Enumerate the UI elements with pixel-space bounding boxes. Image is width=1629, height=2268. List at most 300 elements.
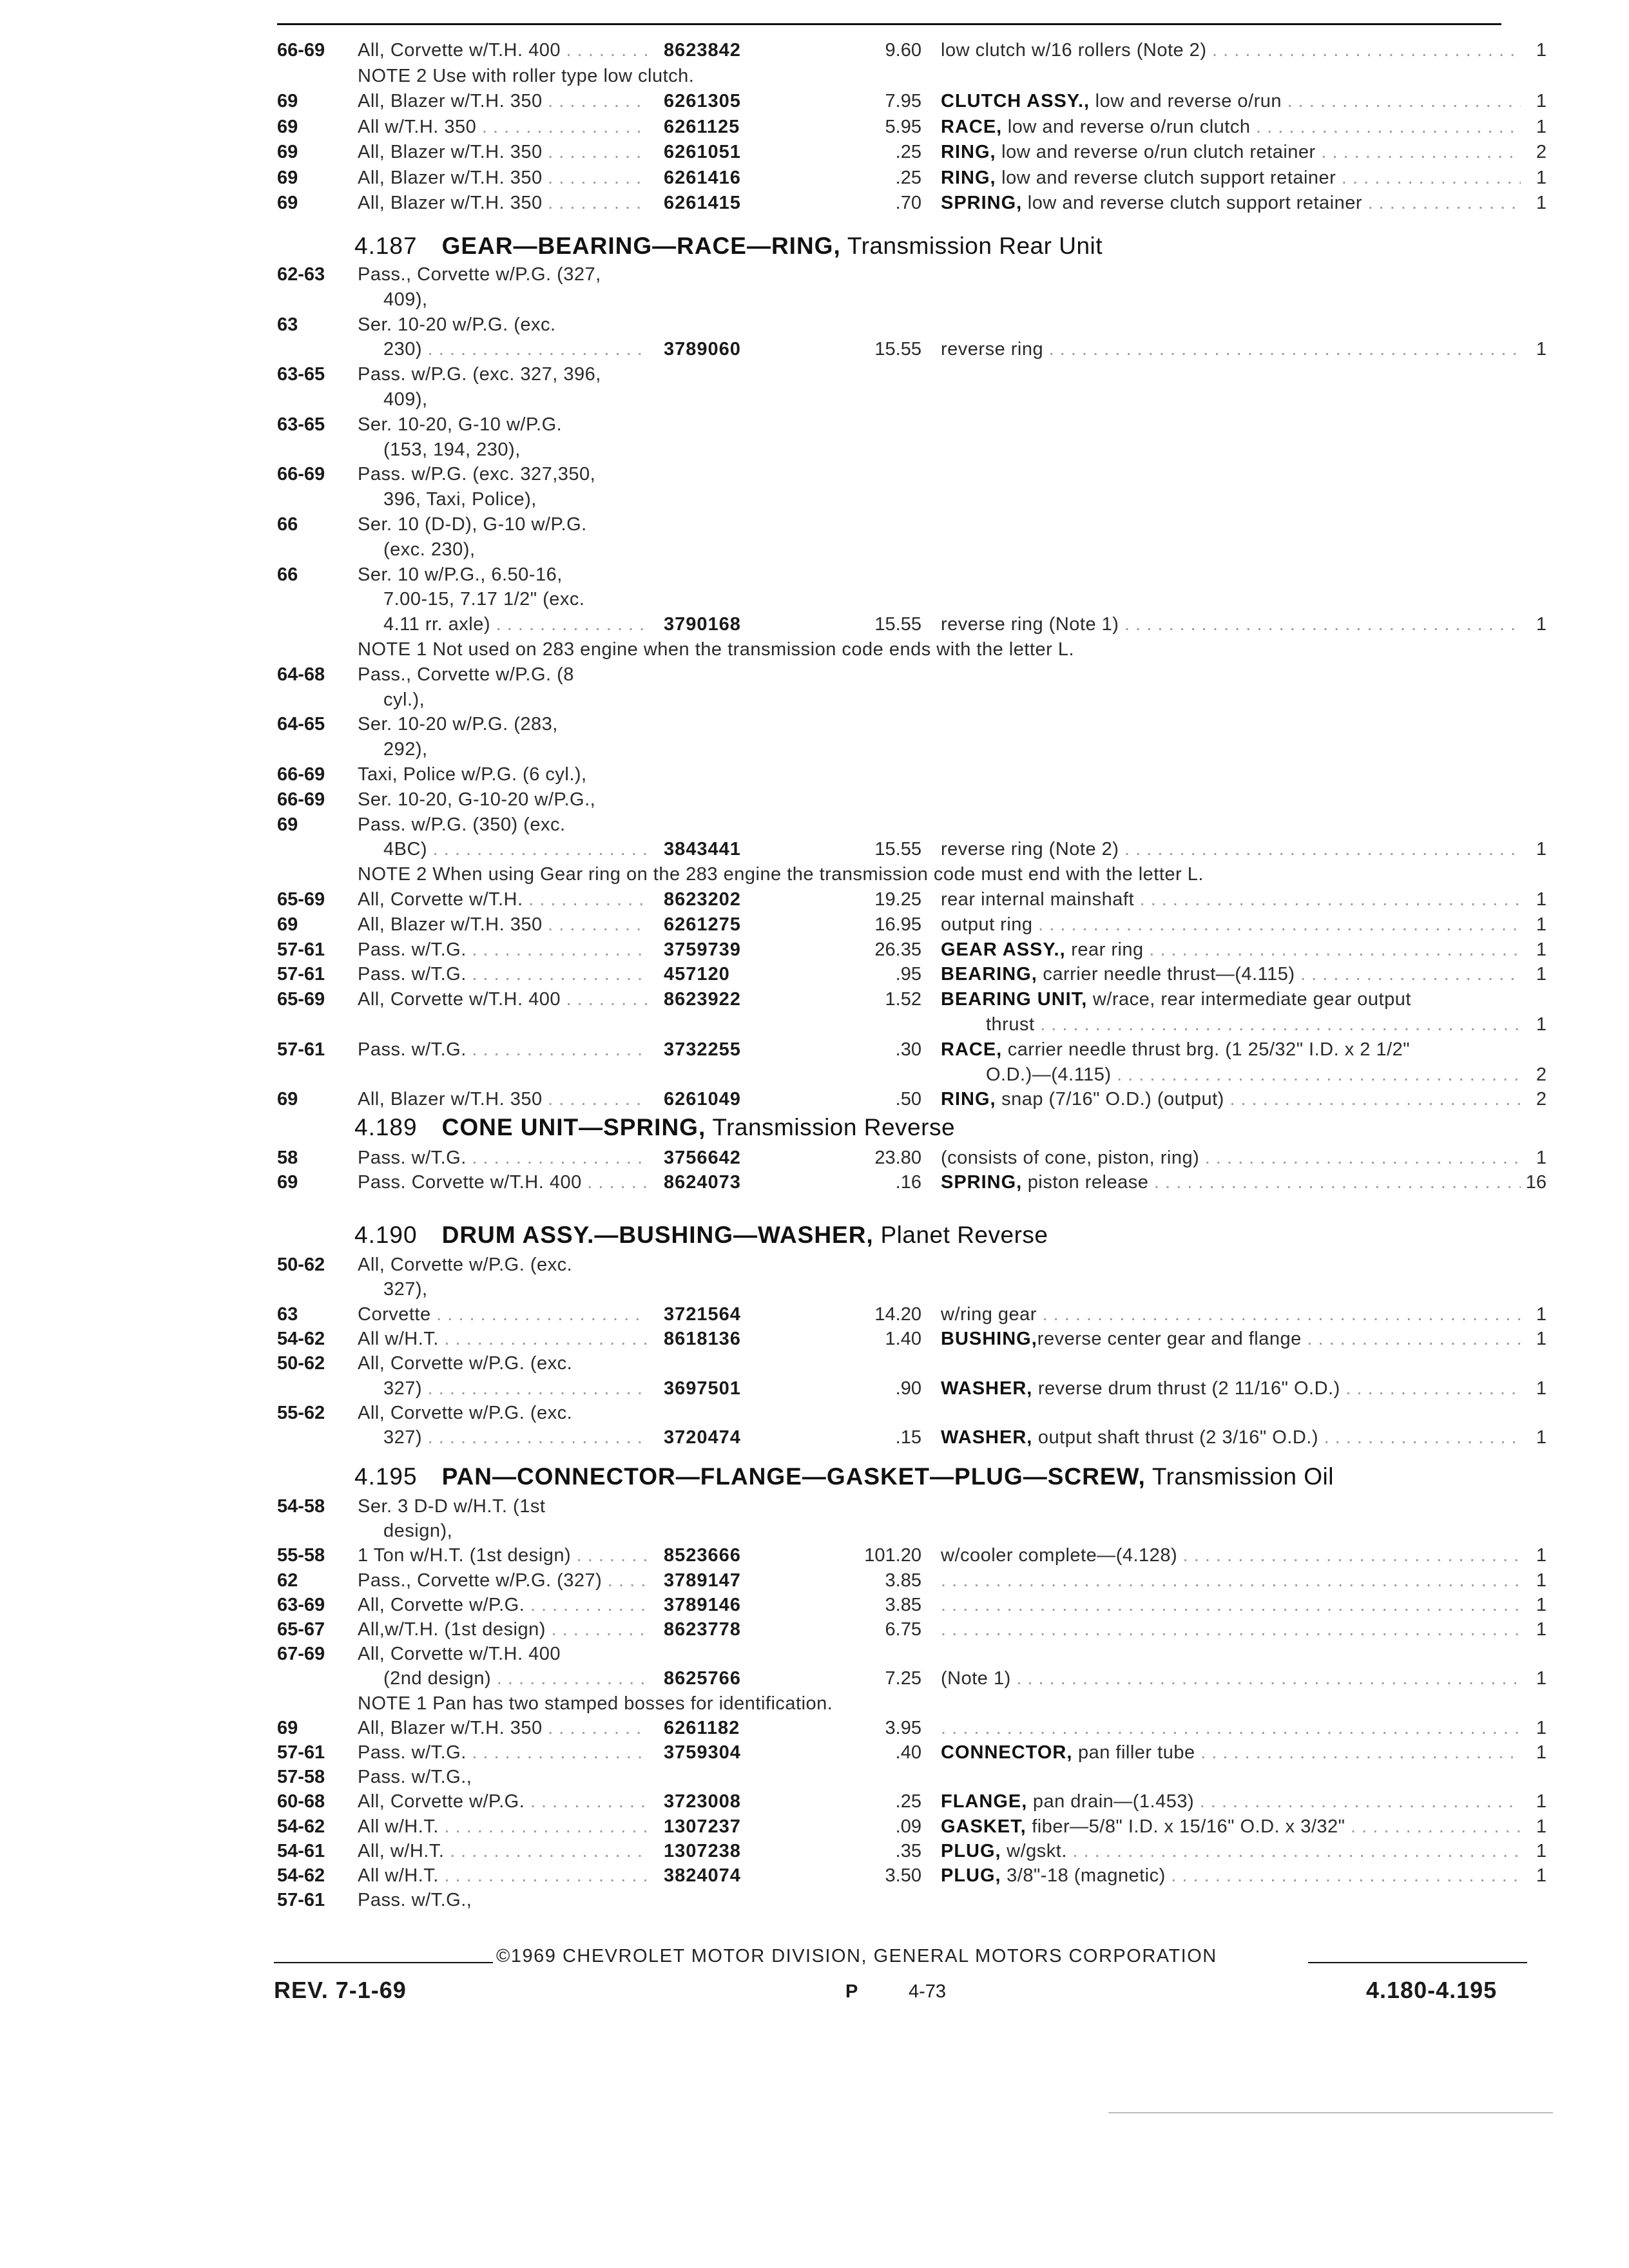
note-text: NOTE 2 When using Gear ring on the 283 engine the transmission code must end with the letter L. [358, 864, 1204, 885]
application: Ser. 10-20 w/P.G. (exc. [358, 314, 556, 335]
description-text: reverse drum thrust (2 11/16" O.D.) [1032, 1378, 1340, 1399]
table-row [277, 813, 1534, 836]
price: 23.80 [874, 1148, 921, 1168]
description-text: low and reverse o/run clutch retainer [996, 142, 1316, 162]
application: Pass. w/P.G. (exc. 327, 396, [358, 364, 601, 385]
page-number: 4-73 [909, 1981, 947, 2002]
application: All, Corvette w/T.H. 400 . . . [358, 988, 648, 1011]
quantity: 2 [1536, 1089, 1547, 1110]
quantity: 1 [1536, 167, 1547, 188]
description [941, 888, 1521, 911]
model-year: 65-69 [277, 889, 325, 910]
model-year: 69 [277, 116, 298, 137]
table-row [277, 1426, 1547, 1449]
description [941, 1593, 1521, 1617]
quantity: 1 [1536, 1791, 1547, 1812]
application: Ser. 10 w/P.G., 6.50-16, [358, 564, 563, 585]
price: 3.95 [885, 1717, 921, 1738]
price: .70 [895, 193, 921, 213]
table-row [277, 166, 1547, 189]
table-row [277, 1642, 1534, 1666]
price: 15.55 [874, 339, 921, 360]
part-name: BEARING, [941, 964, 1037, 985]
model-year: 54-62 [277, 1816, 325, 1837]
table-row [277, 1618, 1547, 1641]
description-text: snap (7/16" O.D.) (output) [996, 1089, 1224, 1110]
quantity: 2 [1536, 142, 1547, 162]
model-year: 66-69 [277, 789, 325, 810]
model-year: 57-61 [277, 939, 325, 960]
section-title: GEAR—BEARING—RACE—RING, [441, 233, 841, 259]
description-text: low and reverse clutch support retainer [1022, 193, 1363, 213]
part-name: SPRING, [941, 1172, 1023, 1193]
model-year: 66 [277, 514, 298, 535]
model-year: 67-69 [277, 1644, 325, 1665]
description-text: (consists of cone, piston, ring) [941, 1148, 1200, 1168]
table-row [277, 763, 1534, 786]
description-text: w/gskt. [1001, 1840, 1067, 1861]
application: Ser. 10-20, G-10-20 w/P.G., [358, 789, 596, 810]
description-text: pan drain—(1.453) [1027, 1791, 1195, 1812]
description [941, 1146, 1521, 1169]
application-continued: 292), [383, 739, 428, 760]
description [941, 39, 1521, 62]
model-year: 69 [277, 193, 298, 213]
description [941, 1569, 1521, 1592]
quantity: 1 [1536, 1328, 1547, 1349]
description [941, 1303, 1521, 1326]
description-text: output ring [941, 914, 1033, 935]
note-text: NOTE 1 Not used on 283 engine when the transmission code ends with the letter L. [358, 639, 1075, 660]
application: All, Blazer w/T.H. 350 . . . [358, 913, 648, 936]
price: 3.50 [885, 1865, 921, 1886]
model-year: 55-62 [277, 1402, 325, 1423]
part-name: RING, [941, 167, 996, 188]
part-name: GEAR ASSY., [941, 939, 1066, 960]
model-year: 50-62 [277, 1353, 325, 1374]
model-year: 65-69 [277, 989, 325, 1010]
part-number: 3789147 [664, 1570, 741, 1591]
application: All, Blazer w/T.H. 350 . . . [358, 1716, 648, 1740]
model-year: 69 [277, 814, 298, 835]
description-text: reverse center gear and flange [1037, 1328, 1302, 1349]
price: .25 [895, 1791, 921, 1812]
quantity: 1 [1536, 193, 1547, 213]
price: 5.95 [885, 116, 921, 137]
section-number: 4.187 [354, 233, 418, 259]
part-name: RING, [941, 1089, 996, 1110]
application: Pass. w/T.G. . . . [358, 1741, 648, 1764]
table-row [277, 563, 1534, 586]
model-year: 64-65 [277, 714, 325, 735]
application: All w/H.T. . . . [358, 1864, 648, 1887]
price: .25 [895, 167, 921, 188]
table-row [277, 1377, 1547, 1400]
description [941, 90, 1521, 113]
note-text: NOTE 2 Use with roller type low clutch. [358, 65, 695, 86]
section-title: CONE UNIT—SPRING, [441, 1114, 706, 1140]
model-year: 66 [277, 564, 298, 585]
table-row [277, 1352, 1534, 1375]
table-row [277, 738, 1534, 761]
application: All,w/T.H. (1st design) . . . [358, 1618, 648, 1641]
description [941, 1171, 1521, 1194]
table-row [277, 713, 1534, 736]
model-year: 62 [277, 1570, 298, 1591]
quantity: 1 [1536, 1717, 1547, 1738]
model-year: 57-61 [277, 1039, 325, 1060]
table-row [277, 338, 1547, 361]
section-4-187-heading [354, 232, 1103, 260]
copyright-line: ©1969 CHEVROLET MOTOR DIVISION, GENERAL MOTORS CORPORATION [496, 1946, 1217, 1966]
table-row [277, 288, 1534, 311]
application-continued: (153, 194, 230), [383, 439, 521, 460]
quantity: 1 [1536, 1014, 1547, 1035]
table-row [277, 1401, 1534, 1425]
description-text: pan filler tube [1072, 1742, 1195, 1763]
description-text: reverse ring (Note 2) [941, 839, 1119, 860]
section-subtitle: Transmission Rear Unit [840, 233, 1103, 259]
part-name: FLANGE, [941, 1791, 1028, 1812]
description [941, 115, 1521, 139]
part-number: 3789060 [664, 339, 741, 360]
model-year: 58 [277, 1148, 298, 1168]
table-row [277, 1146, 1547, 1169]
price: .30 [895, 1039, 921, 1060]
application: Pass., Corvette w/P.G. (8 [358, 664, 574, 685]
table-row [277, 913, 1547, 936]
quantity: 1 [1536, 1668, 1547, 1689]
model-year: 62-63 [277, 264, 325, 285]
table-row [277, 1593, 1547, 1617]
model-year: 60-68 [277, 1791, 325, 1812]
quantity: 1 [1536, 1865, 1547, 1886]
top-rule [277, 23, 1501, 25]
footer-rule-right [1308, 1962, 1527, 1963]
part-number: 8625766 [664, 1668, 741, 1689]
application-continued: (exc. 230), [383, 539, 476, 560]
application: All, Blazer w/T.H. 350 . . . [358, 166, 648, 189]
part-number: 6261051 [664, 142, 741, 162]
application: 1 Ton w/H.T. (1st design) . . . [358, 1544, 648, 1567]
table-row [277, 1692, 1534, 1715]
model-year: 69 [277, 142, 298, 162]
page-letter: P [845, 1981, 858, 2002]
description-text: rear internal mainshaft [941, 889, 1135, 910]
price: 101.20 [864, 1545, 921, 1566]
price: .90 [895, 1378, 921, 1399]
table-row [277, 963, 1547, 986]
application-continued: 327), [383, 1279, 428, 1300]
table-row [277, 1278, 1534, 1301]
description-text: w/ring gear [941, 1303, 1037, 1325]
model-year: 50-62 [277, 1254, 325, 1275]
application: Pass. w/T.G. . . . [358, 963, 648, 986]
application: Pass. Corvette w/T.H. 400 . . . [358, 1171, 648, 1194]
part-number: 3723008 [664, 1791, 741, 1812]
quantity: 1 [1536, 1594, 1547, 1615]
quantity: 1 [1536, 839, 1547, 860]
model-year: 55-58 [277, 1545, 325, 1566]
description-text: rear ring [1065, 939, 1144, 960]
section-4-189-heading [354, 1113, 955, 1142]
price: .16 [895, 1172, 921, 1193]
description-text: low and reverse clutch support retainer [996, 167, 1336, 188]
part-number: 3697501 [664, 1378, 741, 1399]
description [941, 1426, 1521, 1449]
table-row [277, 988, 1534, 1011]
part-name: PLUG, [941, 1840, 1001, 1861]
table-row [277, 1519, 1534, 1542]
model-year: 69 [277, 1089, 298, 1110]
part-number: 8623842 [664, 40, 741, 61]
model-year: 57-61 [277, 1742, 325, 1763]
description-text: 3/8"-18 (magnetic) [1001, 1865, 1166, 1886]
application: Pass. w/T.G., [358, 1890, 472, 1911]
table-row [277, 888, 1547, 911]
table-row [277, 838, 1547, 861]
table-row [277, 263, 1534, 286]
application-continued: design), [383, 1521, 453, 1542]
application-continued: 409), [383, 389, 428, 410]
part-number: 6261416 [664, 167, 741, 188]
quantity: 1 [1536, 914, 1547, 935]
description-text: carrier needle thrust brg. (1 25/32" I.D. x 2 1/2" [1002, 1039, 1411, 1060]
application-continued: 7.00-15, 7.17 1/2" (exc. [383, 589, 585, 610]
model-year: 69 [277, 91, 298, 111]
quantity: 2 [1536, 1064, 1547, 1085]
table-row [277, 613, 1547, 636]
price: 6.75 [885, 1619, 921, 1640]
price: 7.95 [885, 91, 921, 111]
part-number: 3720474 [664, 1427, 741, 1448]
quantity: 1 [1536, 889, 1547, 910]
model-year: 66-69 [277, 40, 325, 61]
application-continued: 4.11 rr. axle) . . . [383, 613, 648, 636]
model-year: 63-65 [277, 364, 325, 385]
description-text: piston release [1022, 1172, 1149, 1193]
section-range: 4.180-4.195 [1366, 1977, 1498, 2003]
quantity: 1 [1536, 91, 1547, 111]
part-name: WASHER, [941, 1378, 1033, 1399]
model-year: 64-68 [277, 664, 325, 685]
table-row [277, 1790, 1547, 1813]
quantity: 1 [1536, 1816, 1547, 1837]
quantity: 1 [1536, 939, 1547, 960]
price: 1.40 [885, 1328, 921, 1349]
description [941, 1790, 1521, 1813]
description [941, 963, 1521, 986]
price: 19.25 [874, 889, 921, 910]
part-number: 6261305 [664, 91, 741, 111]
application: All, Blazer w/T.H. 350 . . . [358, 140, 648, 164]
description [941, 1716, 1521, 1740]
application: Pass. w/T.G. . . . [358, 938, 648, 961]
table-row [277, 688, 1534, 711]
price: 1.52 [885, 989, 921, 1010]
part-number: 6261275 [664, 914, 741, 935]
section-subtitle: Transmission Reverse [706, 1114, 956, 1140]
description [941, 1815, 1521, 1838]
model-year: 69 [277, 1717, 298, 1738]
description-text: low clutch w/16 rollers (Note 2) [941, 40, 1207, 61]
description-text: reverse ring [941, 339, 1044, 360]
section-number: 4.190 [354, 1222, 418, 1248]
part-number: 3721564 [664, 1303, 741, 1325]
part-number: 3759304 [664, 1742, 741, 1763]
table-row [277, 1840, 1547, 1863]
model-year: 54-58 [277, 1496, 325, 1517]
application-continued: 409), [383, 289, 428, 310]
price: .95 [895, 964, 921, 985]
description-text: fiber—5/8" I.D. x 15/16" O.D. x 3/32" [1026, 1816, 1345, 1837]
part-name: RACE, [941, 1039, 1003, 1060]
table-row [277, 140, 1547, 164]
quantity: 1 [1536, 1378, 1547, 1399]
application: Corvette . . . [358, 1303, 648, 1326]
part-number: 3790168 [664, 614, 741, 635]
part-name: CLUTCH ASSY., [941, 91, 1090, 111]
application: All, Corvette w/P.G. . . . [358, 1593, 648, 1617]
table-row [277, 788, 1534, 811]
application: All, Blazer w/T.H. 350 . . . [358, 191, 648, 215]
model-year: 69 [277, 1172, 298, 1193]
part-number: 6261125 [664, 116, 740, 137]
note-text: NOTE 1 Pan has two stamped bosses for identification. [358, 1693, 833, 1714]
application-continued: 327) . . . [383, 1426, 648, 1449]
price: 15.55 [874, 839, 921, 860]
price: .25 [895, 142, 921, 162]
application-continued: 396, Taxi, Police), [383, 489, 537, 510]
quantity: 1 [1536, 1742, 1547, 1763]
application: All, Corvette w/P.G. (exc. [358, 1254, 573, 1275]
description-text: reverse ring (Note 1) [941, 614, 1119, 635]
part-name: PLUG, [941, 1865, 1001, 1886]
part-number: 3789146 [664, 1594, 741, 1615]
table-row [277, 938, 1547, 961]
part-name: CONNECTOR, [941, 1742, 1073, 1763]
model-year: 57-61 [277, 964, 325, 985]
model-year: 63-69 [277, 1594, 325, 1615]
table-row [277, 1013, 1547, 1036]
part-name: GASKET, [941, 1816, 1027, 1837]
table-row [277, 1716, 1547, 1740]
description [941, 1088, 1521, 1111]
quantity: 1 [1536, 116, 1547, 137]
table-row [277, 488, 1534, 511]
application: Pass. w/P.G. (exc. 327,350, [358, 464, 596, 485]
description [941, 166, 1521, 189]
part-number: 3756642 [664, 1148, 741, 1168]
section-number: 4.189 [354, 1114, 418, 1140]
part-name: BUSHING, [941, 1328, 1037, 1349]
part-number: 3759739 [664, 939, 741, 960]
description [941, 938, 1521, 961]
table-row [277, 438, 1534, 461]
application-continued: (2nd design) . . . [383, 1667, 648, 1690]
price: .50 [895, 1089, 921, 1110]
price: 26.35 [874, 939, 921, 960]
description [941, 1840, 1521, 1863]
part-name: WASHER, [941, 1427, 1033, 1448]
application: Pass. w/T.G. . . . [358, 1038, 648, 1061]
model-year: 57-61 [277, 1890, 325, 1911]
table-row [277, 1495, 1534, 1518]
model-year: 66-69 [277, 464, 325, 485]
table-row [277, 363, 1534, 386]
table-row [277, 538, 1534, 561]
description [941, 1327, 1521, 1350]
part-name: RACE, [941, 116, 1003, 137]
part-number: 6261049 [664, 1089, 741, 1110]
scan-artifact-line [1108, 2112, 1553, 2113]
model-year: 69 [277, 914, 298, 935]
price: 14.20 [874, 1303, 921, 1325]
description-text: output shaft thrust (2 3/16" O.D.) [1032, 1427, 1319, 1448]
quantity: 1 [1536, 1840, 1547, 1861]
price: 9.60 [885, 40, 921, 61]
table-row [277, 863, 1534, 886]
part-name: BEARING UNIT, [941, 989, 1088, 1010]
application: Pass., Corvette w/P.G. (327, [358, 264, 601, 285]
application: Pass., Corvette w/P.G. (327) . . . [358, 1569, 648, 1592]
application: All w/H.T. . . . [358, 1815, 648, 1838]
revision-date: REV. 7-1-69 [274, 1977, 407, 2003]
model-year: 54-62 [277, 1865, 325, 1886]
quantity: 16 [1525, 1172, 1547, 1193]
application: All, Corvette w/T.H. . . . [358, 888, 648, 911]
application: Taxi, Police w/P.G. (6 cyl.), [358, 764, 587, 785]
table-row [277, 638, 1534, 661]
model-year: 63-65 [277, 414, 325, 435]
application: Pass. w/T.G. . . . [358, 1146, 648, 1169]
table-row [277, 413, 1534, 436]
description [941, 1377, 1521, 1400]
table-row [277, 1038, 1534, 1061]
table-row [277, 1569, 1547, 1592]
table-row [277, 313, 1534, 336]
application-continued: 4BC) . . . [383, 838, 648, 861]
part-number: 3732255 [664, 1039, 741, 1060]
model-year: 57-58 [277, 1767, 325, 1788]
description [941, 1667, 1521, 1690]
description [941, 338, 1521, 361]
part-number: 8623778 [664, 1619, 741, 1640]
description [941, 191, 1521, 215]
table-row [277, 388, 1534, 411]
part-number: 457120 [664, 964, 730, 985]
model-year: 66-69 [277, 764, 325, 785]
description [941, 140, 1521, 164]
application: All, Corvette w/P.G. . . . [358, 1790, 648, 1813]
part-name: SPRING, [941, 193, 1023, 213]
table-row [277, 463, 1534, 486]
description-continued: thrust . . . [986, 1013, 1521, 1036]
table-row [277, 90, 1547, 113]
part-number: 8623202 [664, 889, 741, 910]
section-4-190-heading [354, 1221, 1048, 1249]
description [941, 838, 1521, 861]
table-row [277, 1171, 1547, 1194]
table-row [277, 39, 1547, 62]
price: 15.55 [874, 614, 921, 635]
part-number: 3843441 [664, 839, 741, 860]
price: .35 [895, 1840, 921, 1861]
table-row [277, 1864, 1547, 1887]
quantity: 1 [1536, 339, 1547, 360]
description [941, 1618, 1521, 1641]
part-name: RING, [941, 142, 996, 162]
